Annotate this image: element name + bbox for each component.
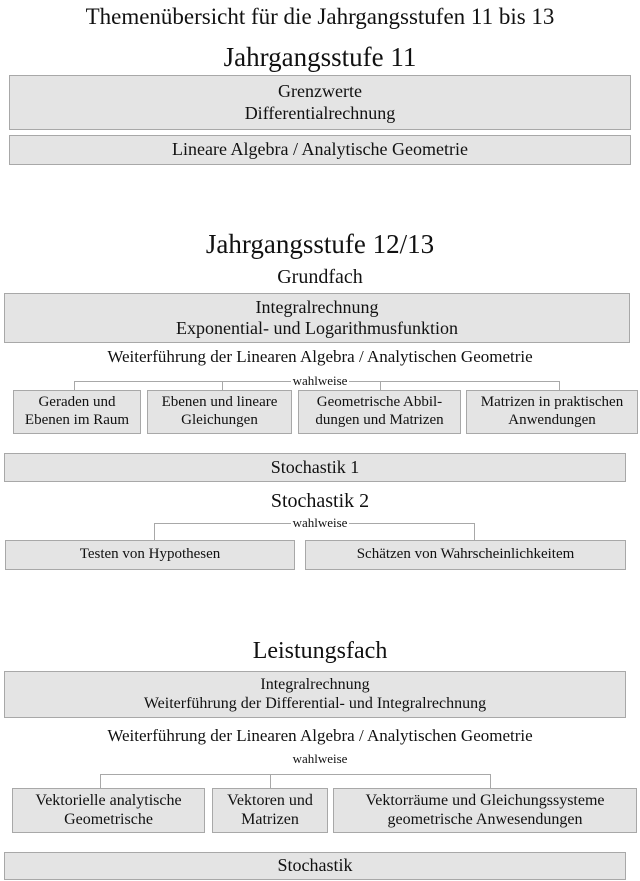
box-line: Anwendungen: [508, 412, 596, 428]
box-integralrechnung-exponential: [4, 293, 630, 343]
option-geometrische-abbildungen: [298, 390, 461, 434]
box-line: Geraden und: [38, 394, 116, 411]
box-line: Ebenen im Raum: [24, 412, 130, 428]
leistungsfach-wahlweise-label: [0, 751, 640, 767]
page-title: Themenübersicht für die Jahrgangsstufen 11 bis 13: [85, 4, 555, 29]
box-line: Vektoren und: [227, 791, 313, 809]
box-stochastik-1: [4, 453, 626, 482]
box-line: Geometrische Abbil-: [316, 394, 443, 411]
box-line: Ebenen und lineare: [161, 394, 278, 411]
stochastik-wahlweise-label: [0, 515, 640, 531]
option-geraden-ebenen: [13, 390, 141, 434]
leistungsfach-la-text: Weiterführung der Linearen Algebra / Analytischen Geometrie: [107, 726, 533, 745]
box-line: Geometrische: [64, 810, 153, 828]
grundfach-wahlweise-label: [0, 373, 640, 389]
box-line: Vektorielle analytische: [35, 791, 182, 809]
heading-jahrgangsstufe-12-13: Jahrgangsstufe 12/13: [205, 229, 435, 259]
box-line: dungen und Matrizen: [315, 412, 444, 428]
box-line: Gleichungen: [181, 412, 258, 428]
box-stochastik: [4, 852, 626, 880]
choice-label: wahlweise: [292, 751, 348, 766]
box-line: Vektorräume und Gleichungssysteme: [365, 791, 605, 809]
grundfach-la-text: Weiterführung der Linearen Algebra / Analytischen Geometrie: [107, 347, 533, 366]
option-vektorraeume-gleichungssysteme: [333, 788, 637, 833]
box-line: Exponential- und Logarithmusfunktion: [176, 318, 458, 338]
choice-label: wahlweise: [292, 515, 348, 530]
choice-label: wahlweise: [292, 373, 348, 388]
heading-stochastik-2: Stochastik 2: [270, 490, 370, 512]
heading-grundfach: Grundfach: [277, 266, 363, 288]
box-line: Testen von Hypothesen: [79, 546, 221, 563]
box-line: Differentialrechnung: [244, 102, 396, 123]
option-vektorielle-geometrie: [12, 788, 205, 833]
box-line: Matrizen in praktischen: [480, 394, 624, 411]
box-line: Integralrechnung: [255, 296, 379, 317]
box-line: Integralrechnung: [260, 675, 370, 693]
box-line: Stochastik 1: [270, 456, 360, 477]
box-line: Lineare Algebra / Analytische Geometrie: [172, 139, 468, 160]
box-line: Grenzwerte: [278, 81, 362, 102]
option-ebenen-lineare-gleichungen: [147, 390, 292, 434]
option-matrizen-anwendungen: [466, 390, 638, 434]
heading-jahrgangsstufe-11: Jahrgangsstufe 11: [223, 42, 417, 72]
box-line: Weiterführung der Differential- und Integralrechnung: [143, 694, 487, 712]
box-line: Stochastik: [277, 855, 353, 876]
option-testen-hypothesen: [5, 540, 295, 570]
box-integralrechnung-weiterfuehrung: [4, 671, 626, 718]
option-schaetzen-wahrscheinlichkeiten: [305, 540, 626, 570]
box-line: geometrische Anwesendungen: [387, 810, 583, 828]
heading-leistungsfach: Leistungsfach: [252, 638, 388, 664]
box-line: Schätzen von Wahrscheinlichkeitem: [356, 546, 575, 563]
option-vektoren-matrizen: [212, 788, 328, 833]
box-line: Matrizen: [241, 810, 299, 828]
box-grenzwerte-differentialrechnung: [9, 75, 631, 130]
box-lineare-algebra: [9, 135, 631, 165]
